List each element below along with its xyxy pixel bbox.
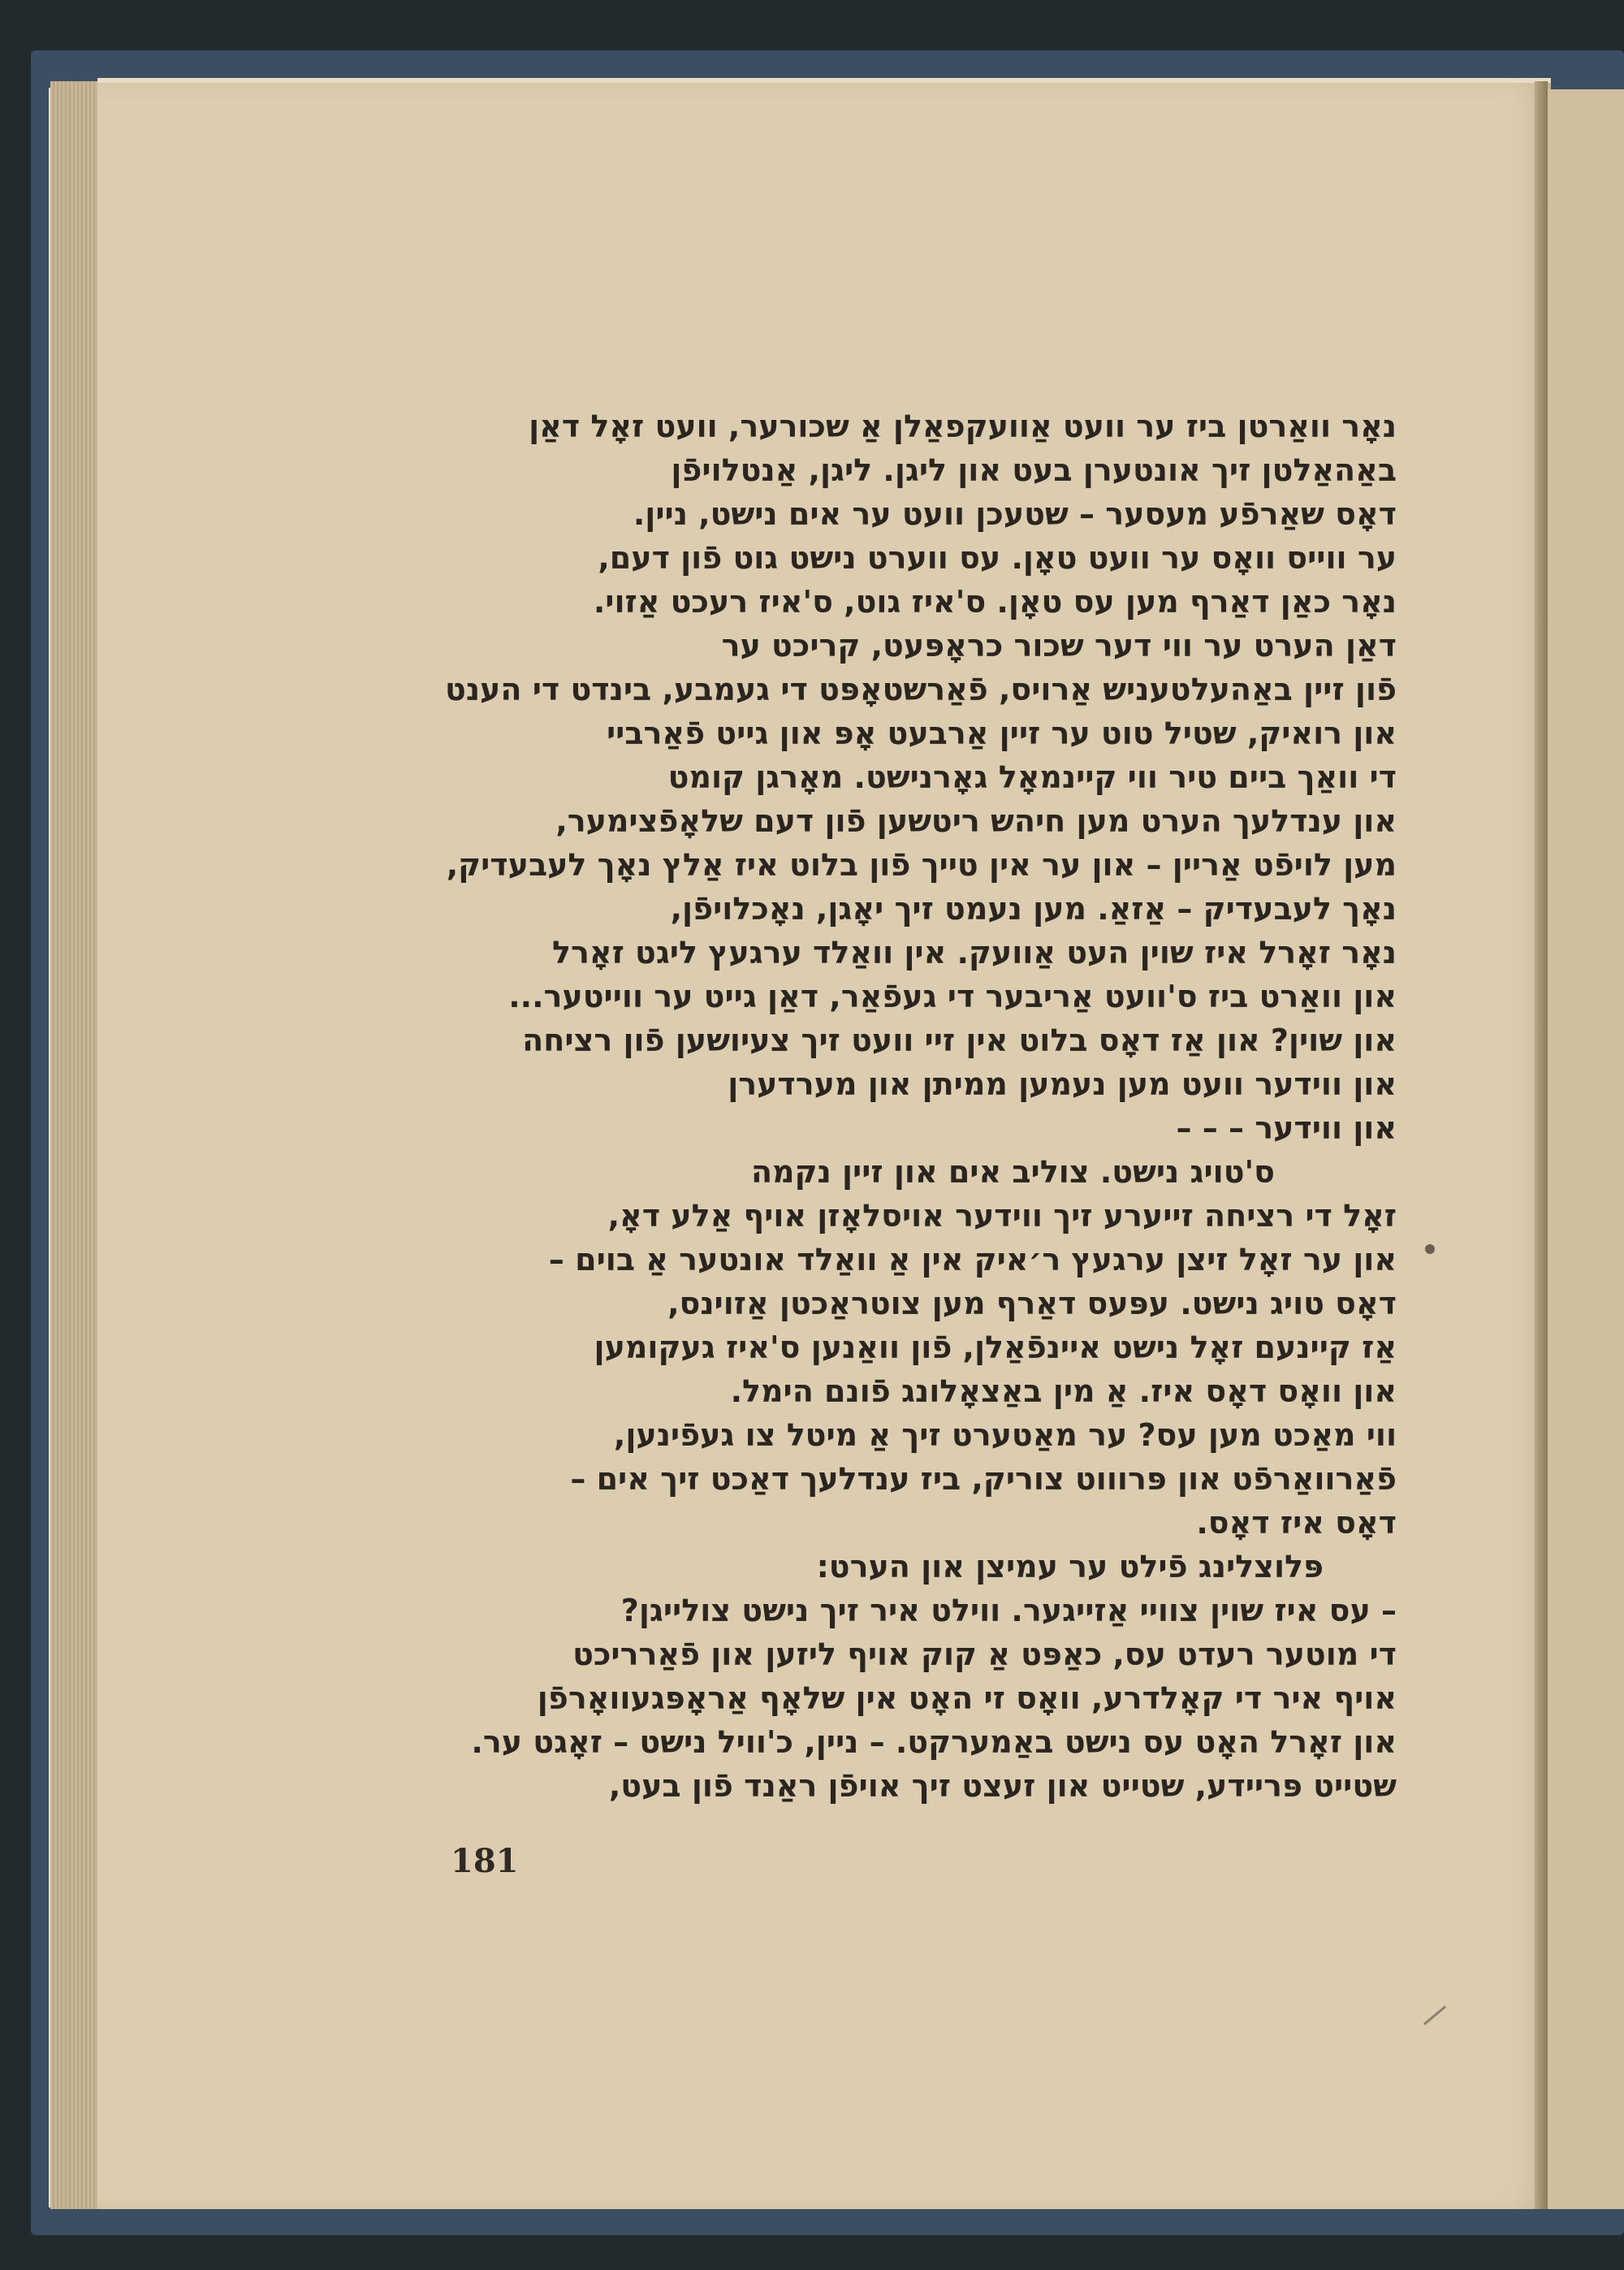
page-number: 181 xyxy=(451,1842,519,1880)
text-line: נאָר וואַרטן ביז ער וועט אַוועקפאַלן אַ שכורער, וועט זאָל דאַן xyxy=(529,409,1397,444)
page-stack-edge xyxy=(50,81,99,2209)
text-line: דאָס טויג נישט. עפּעס דאַרף מען צוטראַכטן אַזוינס, xyxy=(667,1286,1397,1321)
text-line: דאָס שאַרפֿע מעסער – שטעכן וועט ער אים נישט, ניין. xyxy=(633,496,1397,532)
text-line: שטייט פּריידע, שטייט און זעצט זיך אויפֿן ראַנד פֿון בעט, xyxy=(608,1768,1397,1804)
text-line-indented: פּלוצלינג פֿילט ער עמיצן און הערט: xyxy=(816,1549,1324,1585)
text-line: פֿון זיין באַהעלטעניש אַרויס, פֿאַרשטאָפּט די געמבע, בינדט די הענט xyxy=(445,672,1397,707)
text-line: און ווידער וועט מען נעמען ממיתן און מערדערן xyxy=(728,1066,1397,1102)
text-line: אַז קיינעם זאָל נישט איינפֿאַלן, פֿון וואַנען ס'איז געקומען xyxy=(594,1330,1397,1365)
text-line: נאָר זאָרל איז שוין העט אַוועק. אין וואַלד ערגעץ ליגט זאָרל xyxy=(552,935,1397,971)
text-line: און שוין? און אַז דאָס בלוט אין זיי וועט זיך צעיושען פֿון רציחה xyxy=(522,1023,1397,1058)
text-line: דאַן הערט ער ווי דער שכור כראָפּעט, קריכט ער xyxy=(721,628,1397,664)
text-line: נאָך לעבעדיק – אַזאַ. מען נעמט זיך יאָגן, נאָכלויפֿן, xyxy=(670,891,1397,927)
text-line: און וואָס דאָס איז. אַ מין באַצאָלונג פֿונם הימל. xyxy=(730,1373,1397,1409)
text-line: פֿאַרוואַרפֿט און פּרוווט צוריק, ביז ענדלעך דאַכט זיך אים – xyxy=(570,1461,1397,1497)
text-line: נאָר כאַן דאַרף מען עס טאָן. ס'איז גוט, ס'איז רעכט אַזוי. xyxy=(593,584,1397,620)
text-line: דאָס איז דאָס. xyxy=(1196,1505,1397,1541)
text-line: מען לויפֿט אַריין – און ער אין טייך פֿון בלוט איז אַלץ נאָך לעבעדיק, xyxy=(446,847,1397,883)
text-line: אויף איר די קאָלדרע, וואָס זי האָט אין שלאָף אַראָפּגעוואָרפֿן xyxy=(537,1680,1397,1716)
facing-page-edge xyxy=(1548,89,1624,2209)
page-top-edge xyxy=(97,78,1551,83)
text-line: און רואיק, שטיל טוט ער זיין אַרבעט אָפּ און גייט פֿאַרביי xyxy=(606,716,1397,751)
text-line: זאָל די רציחה זייערע זיך ווידער אויסלאָזן אויף אַלע דאָ, xyxy=(607,1198,1397,1234)
text-line: – עס איז שוין צוויי אַזייגער. ווילט איר זיך נישט צולייגן? xyxy=(620,1593,1397,1628)
ink-spot xyxy=(1425,1244,1435,1254)
text-line: באַהאַלטן זיך אונטערן בעט און ליגן. ליגן, אַנטלויפֿן xyxy=(671,452,1397,488)
text-line: און ווידער – – – xyxy=(1176,1110,1397,1146)
text-line: און וואַרט ביז ס'וועט אַריבער די געפֿאַר, דאַן גייט ער ווייטער... xyxy=(508,979,1397,1014)
text-line: די מוטער רעדט עס, כאַפּט אַ קוק אויף ליזען און פֿאַרריכט xyxy=(572,1637,1397,1672)
text-line: און ער זאָל זיצן ערגעץ ר׳איק אין אַ וואַלד אונטער אַ בוים – xyxy=(548,1242,1397,1278)
book-gutter xyxy=(1535,81,1548,2209)
text-line: און זאָרל האָט עס נישט באַמערקט. – ניין, כ'וויל נישט – זאָגט ער. xyxy=(471,1724,1397,1760)
text-line: ווי מאַכט מען עס? ער מאַטערט זיך אַ מיטל צו געפֿינען, xyxy=(613,1417,1397,1453)
text-line: ער ווייס וואָס ער וועט טאָן. עס ווערט נישט גוט פֿון דעם, xyxy=(598,540,1397,576)
text-line-indented: ס'טויג נישט. צוליב אים און זיין נקמה xyxy=(750,1154,1275,1190)
yiddish-text-block xyxy=(426,404,1397,1850)
text-line: די וואַך ביים טיר ווי קיינמאָל גאָרנישט. מאָרגן קומט xyxy=(667,759,1397,795)
text-line: און ענדלעך הערט מען חיהש ריטשען פֿון דעם שלאָפֿצימער, xyxy=(555,803,1397,839)
